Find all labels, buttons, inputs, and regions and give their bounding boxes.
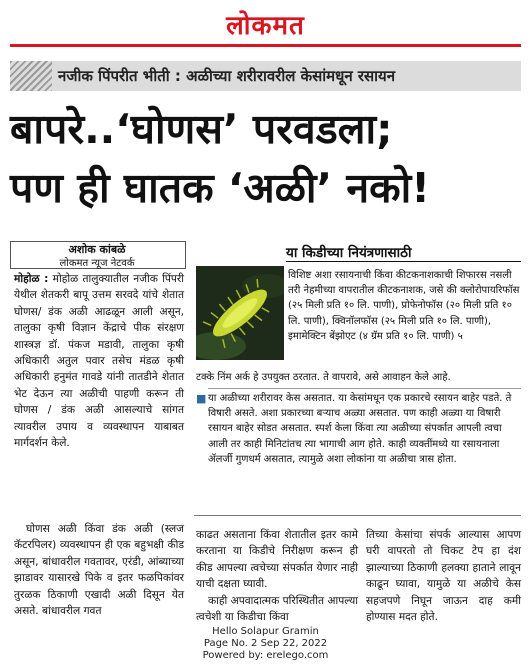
byline-author: अशोक कांबळे (68, 243, 126, 256)
dateline: मोहोळ : (14, 273, 49, 285)
section-divider (194, 515, 521, 516)
kicker-text: नजीक पिंपरीत भीती : अळीच्या शरीरावरील केसांमधून रसायन (58, 67, 396, 85)
sidebar-title: या किडीच्या नियंत्रणासाठी (286, 245, 412, 261)
sidebar-text: विशिष्ट अशा रसायनाची किंवा कीटकनाशकाची शिफारस नसली तरी नेहमीच्या वापरातील कीटकनाशक, जसे की क्लोरोपायरिफॉस (२५ मिली प्रति १० लि. पाणी), प्रोफेनोफॉस (२० मिली प्रति १० लि. पाणी), क्विनॉलफॉस (२५ मिली प्रति १० लि. पाणी), इमामेक्टिन बेंझोएट (४ ग्रॅम प्रति १० लि. पाणी) ५ (288, 270, 520, 342)
square-bullet-icon: ■ (196, 392, 207, 405)
headline-line-1: बापरे..‘घोणस’ परवडला; (10, 105, 393, 153)
footer-edition: Hello Solapur Gramin (212, 626, 319, 637)
footer-powered-by: Powered by: erelego.com (202, 650, 329, 661)
info-box-text: या अळीच्या शरीरावर केस असतात. या केसांमधून एक प्रकारचे रसायन बाहेर पडते. ते विषारी असते. अशा प्रकारच्या बऱ्याच अळ्या असतात. पण काही अळ्या या विषारी रसायन बाहेर सोडत असतात. स्पर्श केला किंवा त्या अळीच्या संपर्कात आपली त्वचा आली तर काही मिनिटांतच त्या भागाची आग होते. काही व्यक्तींमध्ये या रसायनाला ॲलर्जी गुणधर्म असतात, त्यामुळे अशा लोकांना या अळीचा त्रास होता. (208, 388, 521, 467)
article-para-1: मोहोळ तालुक्यातील नजीक पिंपरी येथील शेतकरी बापू उत्तम सरवदे यांचे शेतात घोणस/ डंक अळी आढळून आली असून, तालुका कृषी विज्ञान केंद्राचे पीक संरक्षण शास्त्रज्ञ डॉ. पंकज मडावी, तालुका कृषी अधिकारी अतुल पवार तसेच मंडळ कृषी अधिकारी हनुमंत गावडे यांनी तातडीने शेतात भेट देऊन त्या अळीची पाहणी करून ती घोणस / डंक अळी आसल्याचे सांगत त्यावरील उपाय व व्यवस्थापन याबाबत मार्गदर्शन केले. (14, 273, 184, 450)
byline-agency: लोकमत न्यूज नेटवर्क (59, 258, 135, 269)
article-column-2 (196, 527, 358, 625)
article-col2-para-1: काढत असताना किंवा शेतातील इतर कामे करताना या किडीचे निरीक्षण करून ही कीड आपल्या त्वचेच्या संपर्कात येणार नाही याची दक्षता घ्यावी. (196, 529, 358, 591)
footer-page-date: Page No. 2 Sep 22, 2022 (203, 638, 328, 649)
kicker-stripes (10, 61, 52, 91)
article-para-2: घोणस अळी किंवा डंक अळी (स्लज कॅटरपिलर) व्यवस्थापन ही एक बहुभक्षी कीड असून, बांधावरील गवतावर, एरंडी, आंब्याच्या झाडावर यासारखे पिके व इतर फळपिकांवर तुरळक ठिकाणी एखादी अळी दिसून येत असते. बांधावरील गवत (14, 523, 184, 618)
caterpillar-photo (196, 266, 284, 360)
article-column-3 (366, 527, 521, 625)
article-column-1 (14, 271, 184, 451)
article-col2-para-2: काही अपवादात्मक परिस्थितीत आपल्या त्वचेशी या किडीचा किंवा (196, 594, 358, 624)
headline-line-2: पण ही घातक ‘अळी’ नको! (10, 164, 430, 212)
article-col3-para: तिच्या केसांचा संपर्क आल्यास आपण घरी वापरतो तो चिकट टेप हा दंश झाल्याच्या ठिकाणी हलक्या हाताने लावून काढून घ्यावा, यामुळे या अळीचे केस सहजपणे निघून जाऊन दाह कमी होण्यास मदत होते. (366, 529, 521, 624)
article-column-1b (14, 521, 184, 619)
sidebar-text-continued: टक्के निंम अर्क हे उपयुक्त ठरतात. ते वापरावे, असे आवाहन केले आहे. (196, 372, 451, 383)
sidebar-rule (286, 261, 521, 262)
lokmat-logo: लोकमत (226, 11, 305, 41)
masthead-rule (10, 44, 521, 47)
